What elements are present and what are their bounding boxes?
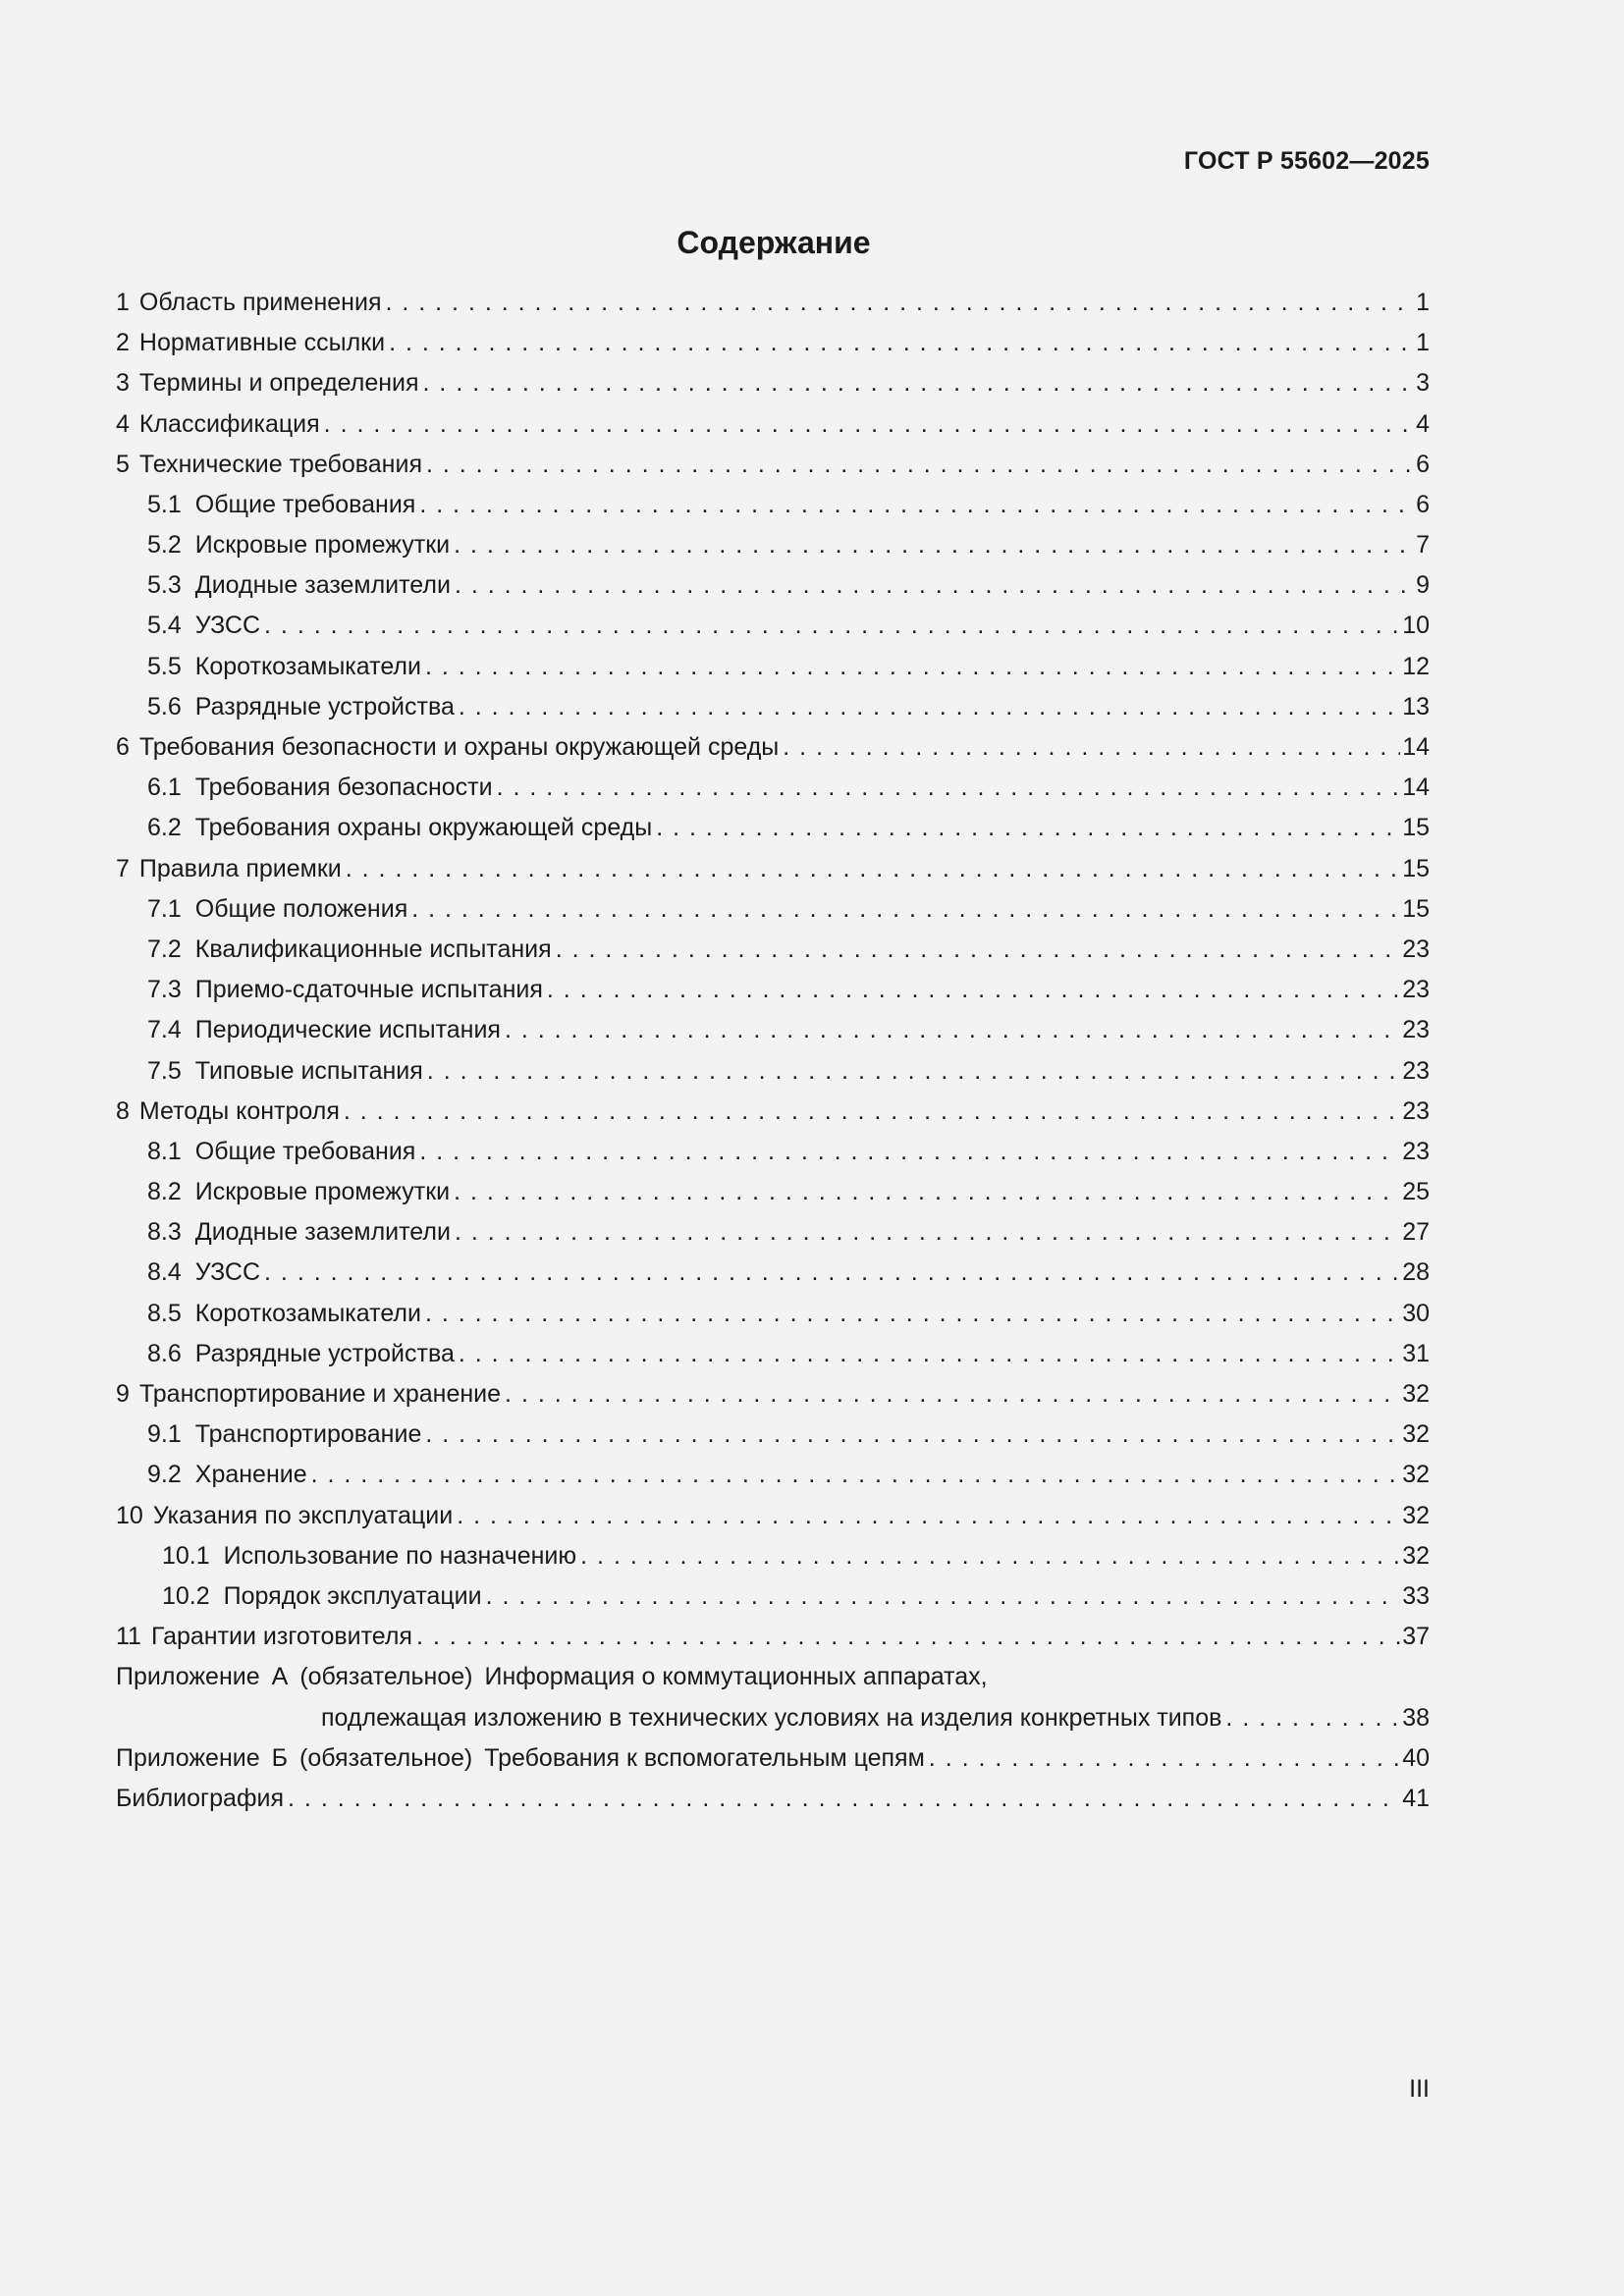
toc-number: 6.2 [147, 814, 182, 842]
appendix-title: Требования к вспомогательным цепям [484, 1743, 925, 1772]
dot-leader [454, 525, 1414, 565]
toc-entry[interactable] [116, 404, 1430, 445]
toc-label: Искровые промежутки [194, 1178, 451, 1206]
toc-page-number: 23 [1402, 1137, 1430, 1165]
toc-label: Правила приемки [138, 854, 342, 882]
toc-number: 10.2 [162, 1581, 210, 1610]
toc-entry[interactable] [116, 1415, 1430, 1455]
toc-entry[interactable] [116, 1374, 1430, 1415]
toc-number: 8.4 [147, 1258, 182, 1287]
dot-leader [454, 1172, 1400, 1212]
dot-leader [455, 1212, 1400, 1253]
toc-number: 8.6 [147, 1339, 182, 1367]
dot-leader [389, 323, 1414, 363]
toc-page-number: 1 [1416, 329, 1430, 357]
appendix-status: (обязательное) [299, 1663, 473, 1691]
toc-page-number: 23 [1402, 1096, 1430, 1125]
toc-page-number: 10 [1402, 612, 1430, 640]
toc-entry[interactable] [116, 1172, 1430, 1212]
toc-entry[interactable] [116, 647, 1430, 687]
dot-leader [426, 445, 1414, 485]
toc-number: 8.2 [147, 1178, 182, 1206]
dot-leader [505, 1374, 1400, 1415]
toc-entry[interactable] [116, 1254, 1430, 1294]
toc-entry[interactable] [116, 1051, 1430, 1092]
toc-number: 9.2 [147, 1461, 182, 1489]
toc-entry[interactable] [116, 607, 1430, 647]
toc-entry[interactable] [116, 1536, 1430, 1576]
toc-entry[interactable] [116, 1617, 1430, 1657]
toc-label: Требования безопасности [194, 774, 493, 802]
toc-label: Короткозамыкатели [194, 652, 421, 680]
dot-leader [264, 1253, 1400, 1293]
dot-leader [427, 1051, 1400, 1092]
toc-entry[interactable] [116, 930, 1430, 970]
toc-number: 7.2 [147, 934, 182, 963]
toc-label: Транспортирование [194, 1420, 422, 1449]
toc-label: Нормативные ссылки [138, 329, 386, 357]
toc-page-number: 7 [1416, 531, 1430, 560]
appendix-prefix: Приложение [116, 1663, 260, 1691]
toc-number: 5.5 [147, 652, 182, 680]
toc-entry[interactable] [116, 565, 1430, 606]
toc-page-number: 1 [1416, 288, 1430, 316]
dot-leader [656, 808, 1400, 848]
toc-page-number: 23 [1402, 1056, 1430, 1085]
toc-entry[interactable] [116, 323, 1430, 363]
dot-leader [311, 1455, 1401, 1495]
toc-entry[interactable] [116, 1576, 1430, 1617]
toc-label: Общие требования [194, 1137, 416, 1165]
toc-label: Классификация [138, 409, 320, 438]
toc-label: Порядок эксплуатации [223, 1581, 482, 1610]
toc-number: 6.1 [147, 774, 182, 802]
toc-page-number: 37 [1402, 1623, 1430, 1651]
toc-number: 7 [116, 854, 130, 882]
dot-leader [346, 849, 1400, 889]
toc-appendix-a[interactable] [116, 1657, 1430, 1697]
toc-entry[interactable] [116, 849, 1430, 889]
toc-entry[interactable] [116, 1496, 1430, 1536]
toc-entry[interactable] [116, 485, 1430, 525]
toc-label: УЗСС [194, 612, 261, 640]
toc-label: Общие требования [194, 490, 416, 518]
toc-label: Транспортирование и хранение [138, 1380, 502, 1409]
dot-leader [416, 1617, 1400, 1657]
toc-page-number: 32 [1402, 1380, 1430, 1409]
toc-page-number: 40 [1402, 1743, 1430, 1772]
toc-page-number: 6 [1416, 490, 1430, 518]
toc-number: 11 [116, 1623, 141, 1651]
dot-leader [344, 1092, 1400, 1132]
toc-number: 5.2 [147, 531, 182, 560]
toc-label: Короткозамыкатели [194, 1299, 421, 1327]
toc-page-number: 12 [1402, 652, 1430, 680]
dot-leader [324, 404, 1414, 445]
toc-page-number: 30 [1402, 1299, 1430, 1327]
dot-leader [459, 1334, 1400, 1374]
toc-entry[interactable] [116, 889, 1430, 930]
appendix-title-line1: Информация о коммутационных аппаратах, [484, 1663, 988, 1691]
toc-appendix-b[interactable] [116, 1738, 1430, 1779]
toc-page-number: 15 [1402, 894, 1430, 923]
dot-leader [457, 1496, 1400, 1536]
appendix-title-line2: подлежащая изложению в технических условиях на изделия конкретных типов [321, 1703, 1222, 1732]
toc-page-number: 15 [1402, 814, 1430, 842]
toc-page-number: 4 [1416, 409, 1430, 438]
toc-entry[interactable] [116, 1010, 1430, 1050]
appendix-status: (обязательное) [299, 1743, 473, 1772]
toc-label: Термины и определения [138, 369, 419, 398]
toc-number: 5.4 [147, 612, 182, 640]
toc-entry[interactable] [116, 687, 1430, 727]
toc-number: 5.6 [147, 692, 182, 721]
toc-entry[interactable] [116, 1294, 1430, 1334]
toc-number: 7.4 [147, 1016, 182, 1044]
toc-entry[interactable] [116, 525, 1430, 565]
toc-label: Приемо-сдаточные испытания [194, 976, 543, 1004]
appendix-prefix: Приложение [116, 1743, 260, 1772]
toc-number: 8.3 [147, 1218, 182, 1247]
toc-label: Общие положения [194, 894, 408, 923]
toc-number: 9.1 [147, 1420, 182, 1449]
toc-number: 7.1 [147, 894, 182, 923]
dot-leader [425, 647, 1400, 687]
toc-entry[interactable] [116, 1455, 1430, 1495]
toc-page-number: 23 [1402, 976, 1430, 1004]
toc-page-number: 3 [1416, 369, 1430, 398]
dot-leader [264, 606, 1400, 646]
toc-page-number: 32 [1402, 1501, 1430, 1529]
toc-number: 5.3 [147, 571, 182, 600]
page-title: Содержание [677, 225, 871, 260]
toc-label: Хранение [194, 1461, 307, 1489]
toc-entry[interactable] [116, 970, 1430, 1010]
toc-page-number: 23 [1402, 1016, 1430, 1044]
appendix-letter: Б [271, 1743, 289, 1772]
dot-leader [1225, 1698, 1400, 1738]
toc-number: 4 [116, 409, 130, 438]
toc-entry[interactable] [116, 363, 1430, 403]
dot-leader [288, 1779, 1400, 1819]
dot-leader [929, 1738, 1400, 1779]
toc-entry[interactable] [116, 1212, 1430, 1253]
toc-label: Область применения [138, 288, 382, 316]
toc-number: 7.5 [147, 1056, 182, 1085]
toc-label: Типовые испытания [194, 1056, 423, 1085]
dot-leader [411, 889, 1400, 930]
toc-label: Квалификационные испытания [194, 934, 552, 963]
toc-entries [116, 283, 1430, 1657]
toc-number: 1 [116, 288, 130, 316]
toc-page-number: 27 [1402, 1218, 1430, 1247]
toc-label: Разрядные устройства [194, 692, 455, 721]
toc-page-number: 25 [1402, 1178, 1430, 1206]
toc-number: 10 [116, 1501, 143, 1529]
toc-label: Требования охраны окружающей среды [194, 814, 653, 842]
toc-page-number: 14 [1402, 774, 1430, 802]
dot-leader [385, 283, 1414, 323]
toc-label: Методы контроля [138, 1096, 340, 1125]
toc-label: Указания по эксплуатации [152, 1501, 454, 1529]
toc-page-number: 31 [1402, 1339, 1430, 1367]
dot-leader [497, 768, 1401, 808]
toc-page-number: 32 [1402, 1461, 1430, 1489]
dot-leader [425, 1415, 1400, 1455]
toc-number: 2 [116, 329, 130, 357]
toc-label: Использование по назначению [223, 1541, 577, 1570]
toc-page-number: 28 [1402, 1258, 1430, 1287]
dot-leader [547, 970, 1400, 1010]
toc-entry[interactable] [116, 1334, 1430, 1374]
toc-label: Разрядные устройства [194, 1339, 455, 1367]
toc-label: Гарантии изготовителя [150, 1623, 412, 1651]
toc-page-number: 32 [1402, 1420, 1430, 1449]
dot-leader [486, 1576, 1401, 1617]
dot-leader [425, 1294, 1400, 1334]
toc-appendix-a-continuation[interactable] [116, 1698, 1430, 1738]
toc-number: 5 [116, 450, 130, 478]
toc-page-number: 38 [1402, 1703, 1430, 1732]
dot-leader [419, 1132, 1400, 1172]
dot-leader [580, 1536, 1400, 1576]
toc-entry[interactable] [116, 1132, 1430, 1172]
toc-number: 5.1 [147, 490, 182, 518]
toc-number: 10.1 [162, 1541, 210, 1570]
dot-leader [783, 727, 1400, 768]
toc-number: 8 [116, 1096, 130, 1125]
toc-number: 7.3 [147, 976, 182, 1004]
dot-leader [459, 687, 1400, 727]
toc-entry[interactable] [116, 445, 1430, 485]
dot-leader [556, 930, 1401, 970]
toc-number: 8.1 [147, 1137, 182, 1165]
document-code: ГОСТ Р 55602—2025 [1183, 147, 1430, 175]
toc-label: УЗСС [194, 1258, 261, 1287]
appendix-letter: А [271, 1663, 289, 1691]
dot-leader [455, 565, 1414, 606]
toc-entry[interactable] [116, 1092, 1430, 1132]
dot-leader [419, 485, 1414, 525]
toc-entry[interactable] [116, 727, 1430, 768]
toc-label: Искровые промежутки [194, 531, 451, 560]
toc-label: Периодические испытания [194, 1016, 501, 1044]
table-of-contents [116, 283, 1430, 1819]
toc-label: Диодные заземлители [194, 571, 451, 600]
toc-bibliography[interactable] [116, 1779, 1430, 1819]
toc-page-number: 32 [1402, 1541, 1430, 1570]
toc-number: 8.5 [147, 1299, 182, 1327]
toc-page-number: 14 [1402, 733, 1430, 762]
toc-page-number: 15 [1402, 854, 1430, 882]
toc-page-number: 6 [1416, 450, 1430, 478]
toc-page-number: 23 [1402, 934, 1430, 963]
toc-page-number: 33 [1402, 1581, 1430, 1610]
toc-entry[interactable] [116, 283, 1430, 323]
toc-number: 9 [116, 1380, 130, 1409]
toc-page-number: 41 [1402, 1784, 1430, 1812]
toc-entry[interactable] [116, 808, 1430, 848]
toc-entry[interactable] [116, 768, 1430, 808]
page-number: III [1409, 2075, 1430, 2103]
toc-page-number: 13 [1402, 692, 1430, 721]
toc-label: Требования безопасности и охраны окружающей среды [138, 733, 780, 762]
toc-label: Диодные заземлители [194, 1218, 451, 1247]
toc-label: Библиография [116, 1784, 285, 1812]
toc-number: 6 [116, 733, 130, 762]
toc-number: 3 [116, 369, 130, 398]
dot-leader [505, 1010, 1400, 1050]
toc-label: Технические требования [138, 450, 422, 478]
toc-page-number: 9 [1416, 571, 1430, 600]
dot-leader [423, 363, 1415, 403]
